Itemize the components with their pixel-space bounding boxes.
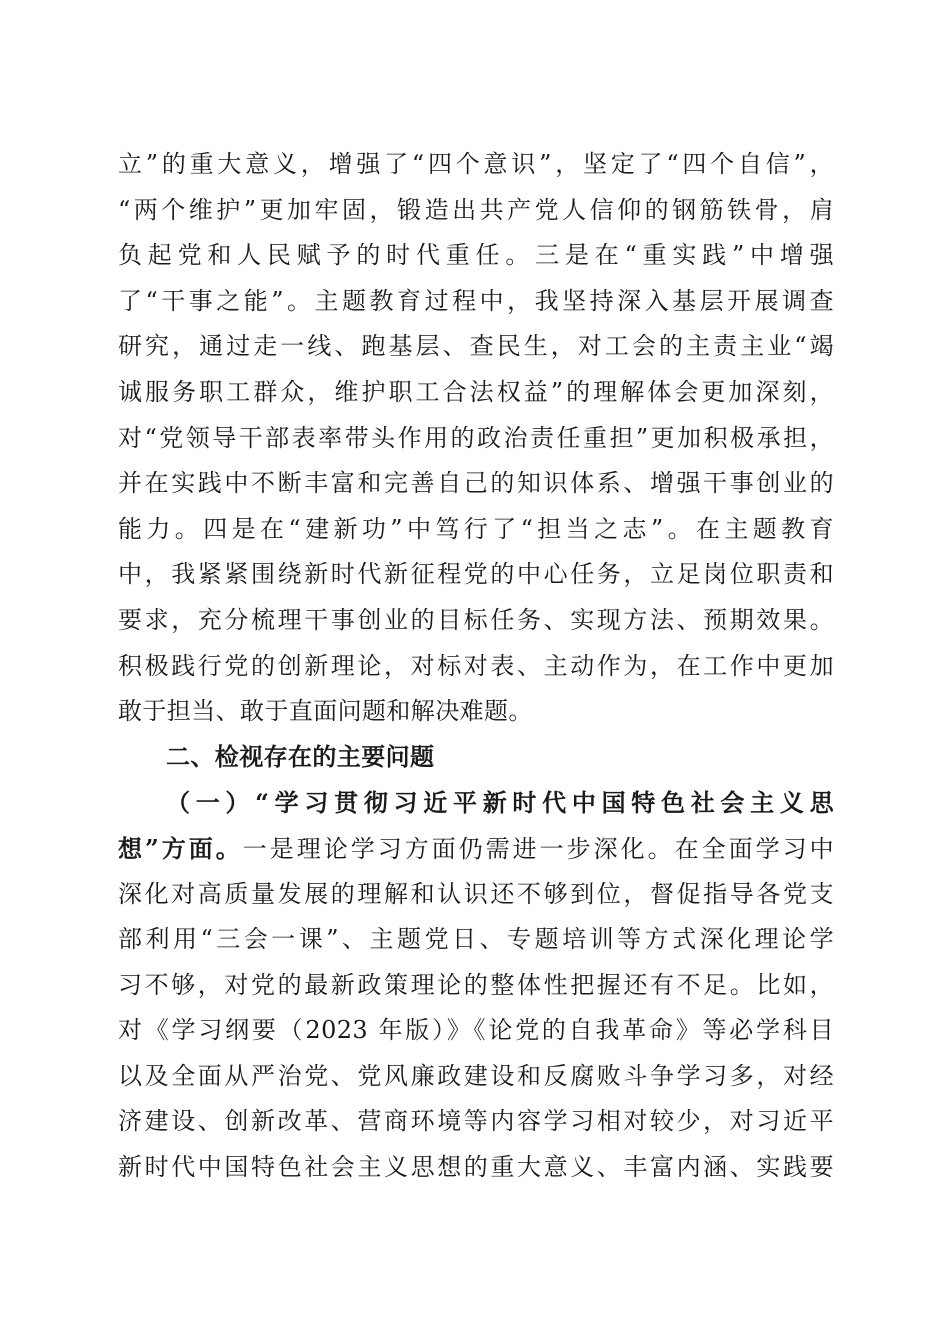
paragraph-line: 诚服务职工群众，维护职工合法权益”的理解体会更加深刻， (118, 377, 834, 406)
paragraph-line (118, 780, 834, 826)
paragraph-line: 新时代中国特色社会主义思想的重大意义、丰富内涵、实践要 (118, 1153, 834, 1182)
paragraph-line: 要求，充分梳理干事创业的目标任务、实现方法、预期效果。 (118, 605, 834, 634)
paragraph-line: 并在实践中不断丰富和完善自己的知识体系、增强干事创业的 (118, 469, 834, 498)
paragraph-line: 对“党领导干部表率带头作用的政治责任重担”更加积极承担， (118, 423, 834, 452)
paragraph-line: 研究，通过走一线、跑基层、查民生，对工会的主责主业“竭 (118, 332, 834, 361)
paragraph-line: 对《学习纲要（2023 年版）》《论党的自我革命》等必学科目 (118, 1016, 834, 1045)
paragraph-line: 了“干事之能”。主题教育过程中，我坚持深入基层开展调查 (118, 286, 834, 315)
subsection-heading-end: 想”方面。 (118, 833, 243, 863)
paragraph-line: 立”的重大意义，增强了“四个意识”，坚定了“四个自信”， (118, 150, 834, 178)
paragraph-line (118, 826, 834, 872)
paragraph-line: 中，我紧紧围绕新时代新征程党的中心任务，立足岗位职责和 (118, 560, 834, 589)
paragraph-line: 以及全面从严治党、党风廉政建设和反腐败斗争学习多，对经 (118, 1061, 834, 1090)
paragraph-line: 济建设、创新改革、营商环境等内容学习相对较少，对习近平 (118, 1107, 834, 1136)
paragraph-line: 习不够，对党的最新政策理论的整体性把握还有不足。比如， (118, 970, 834, 999)
paragraph-line: 深化对高质量发展的理解和认识还不够到位，督促指导各党支 (118, 879, 834, 908)
paragraph-line: 负起党和人民赋予的时代重任。三是在“重实践”中增强 (118, 241, 834, 270)
paragraph-text: 一是理论学习方面仍需进一步深化。在全面学习中 (242, 834, 834, 863)
paragraph-line: 能力。四是在“建新功”中笃行了“担当之志”。在主题教育 (118, 514, 834, 543)
subsection-heading: （一）“学习贯彻习近平新时代中国特色社会主义思 (166, 788, 834, 818)
paragraph-line: “两个维护”更加牢固，锻造出共产党人信仰的钢筋铁骨，肩 (118, 195, 834, 224)
paragraph-line: 敢于担当、敢于直面问题和解决难题。 (118, 697, 533, 726)
paragraph-line: 积极践行党的创新理论，对标对表、主动作为，在工作中更加 (118, 651, 834, 680)
paragraph-line: 部利用“三会一课”、主题党日、专题培训等方式深化理论学 (118, 925, 834, 954)
document-body (118, 142, 834, 1191)
section-heading: 二、检视存在的主要问题 (166, 742, 435, 771)
